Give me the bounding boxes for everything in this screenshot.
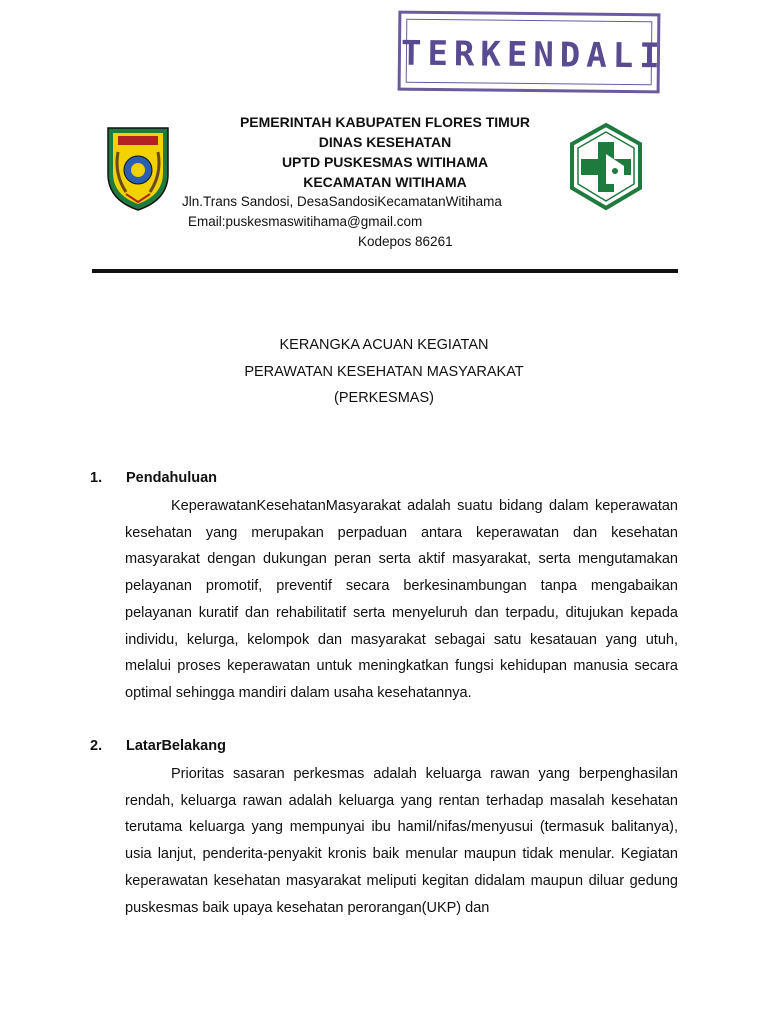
header-address: Jln.Trans Sandosi, DesaSandosiKecamatanWitihama (182, 194, 502, 209)
section-title: LatarBelakang (126, 738, 226, 754)
section-number: 1. (90, 470, 103, 486)
puskesmas-logo-icon (568, 122, 644, 212)
section-heading-1 (90, 470, 217, 486)
header-district: KECAMATAN WITIHAMA (303, 174, 467, 190)
section-heading-2 (90, 738, 226, 754)
letterhead (180, 112, 590, 252)
header-email: Email:puskesmaswitihama@gmail.com (188, 214, 423, 229)
doc-title-line3: (PERKESMAS) (334, 390, 434, 406)
section-paragraph-2: Prioritas sasaran perkesmas adalah keluarga rawan yang berpenghasilan rendah, keluarga rawan adalah keluarga yang rentan terhadap masalah kesehatan terutama keluarga yang mempunyai ibu hamil/nifas/menyusui (termasuk balitanya), usia lanjut, penderita-penyakit kronis baik menular maupun tidak menular. Kegiatan keperawatan kesehatan masyarakat meliputi kegitan didalam maupun diluar gedung puskesmas baik upaya kesehatan perorangan(UKP) dan (125, 766, 678, 916)
header-unit: UPTD PUSKESMAS WITIHAMA (281, 154, 489, 170)
header-postcode: Kodepos 86261 (358, 234, 453, 249)
doc-title-line2: PERAWATAN KESEHATAN MASYARAKAT (244, 364, 524, 380)
section-paragraph-1: KeperawatanKesehatanMasyarakat adalah suatu bidang dalam keperawatan kesehatan yang merupakan perpaduan antara keperawatan dan kesehatan masyarakat dengan dukungan peran serta aktif masyarakat, serta mengutamakan pelayanan promotif, preventif secara berkesinambungan tanpa mengabaikan pelayanan kuratif dan rehabilitatif serta menyeluruh dan terpadu, ditujukan kepada individu, kelurga, kelompok dan masyarakat sebagai satu kesatauan yang utuh, melalui proses keperawatan untuk meningkatkan fungsi kehidupan manusia secara optimal sehingga mandiri dalam usaha kesehatannya. (125, 498, 678, 701)
header-government: PEMERINTAH KABUPATEN FLORES TIMUR (239, 114, 531, 130)
terkendali-stamp (398, 11, 666, 94)
header-divider (92, 269, 678, 273)
section-title: Pendahuluan (126, 470, 218, 486)
stamp-text: TERKENDALI (400, 33, 666, 77)
section-number: 2. (90, 738, 103, 754)
header-department: DINAS KESEHATAN (318, 134, 452, 150)
regency-coat-of-arms-icon (104, 122, 172, 212)
doc-title-line1: KERANGKA ACUAN KEGIATAN (279, 337, 489, 353)
